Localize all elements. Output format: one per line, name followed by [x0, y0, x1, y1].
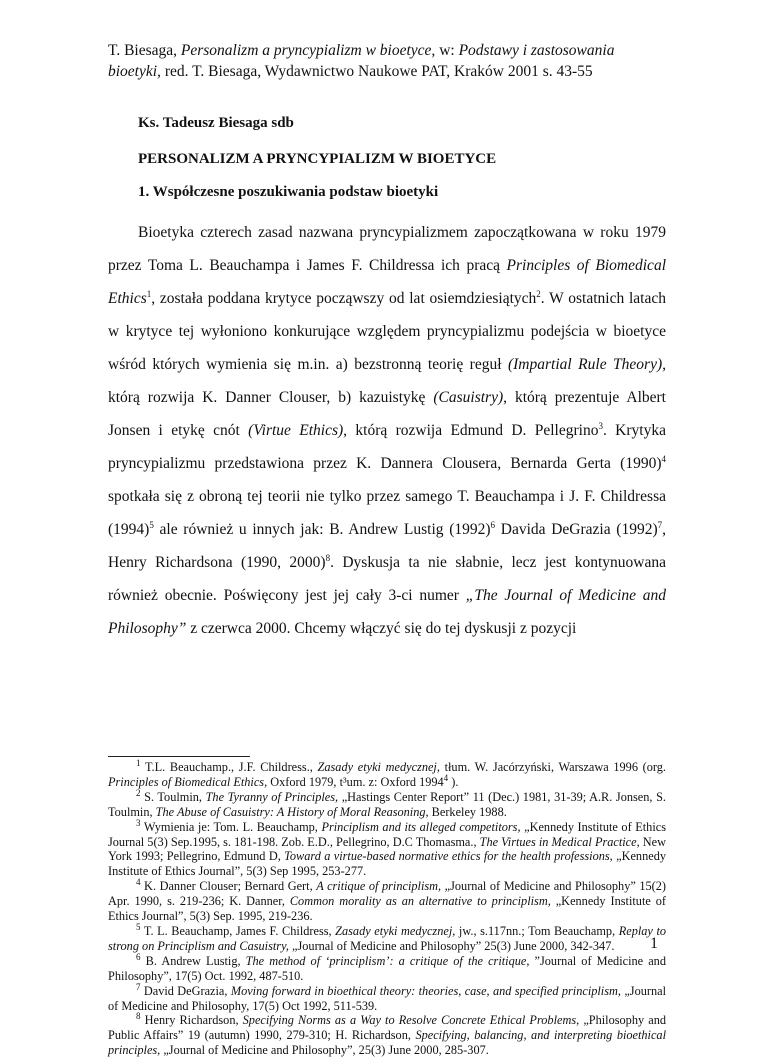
footnote-text: Wymienia je: Tom. L. Beauchamp, — [140, 819, 322, 834]
footnote-italic: Specifying Norms as a Way to Resolve Concrete Ethical Problems — [242, 1013, 577, 1028]
citation-header — [108, 40, 668, 82]
body-text: , została poddana krytyce począwszy od lat osiemdziesiątych — [151, 290, 537, 307]
footnote-italic: The Tyranny of Principles, — [205, 789, 339, 804]
footnotes — [108, 757, 667, 1058]
footnote-text: Oxford 1979, t³um. z: Oxford 1994 — [267, 774, 444, 789]
footnote-italic: Zasady etyki medycznej, — [335, 923, 456, 938]
body-text: . Krytyka pryncypializmu przedstawiona przez K. Dannera Clousera, Bernarda Gerta (1990) — [108, 422, 666, 472]
body-italic: (Virtue Ethics), — [248, 422, 348, 439]
footnote-italic: The method of ‘principlism’: a critique of the critique, — [245, 953, 530, 968]
footnote-4 — [108, 879, 666, 924]
footnote-text: ”Journal of Medicine and Philosophy”, 17(5) Oct. 1992, 487-510. — [108, 953, 666, 983]
body-text: . Dyskusja ta nie słabnie, lecz jest kontynuowana również obecnie. Poświęcony jest jej cały 3-ci numer — [108, 554, 666, 604]
footnote-text: „Journal of Medicine and Philosophy”, 25(3) June 2000, 285-307. — [160, 1043, 489, 1058]
footnote-text: Berkeley 1988. — [428, 804, 507, 819]
footnote-italic: Zasady etyki medycznej, — [317, 760, 440, 774]
footnote-text: „Journal of Medicine and Philosophy” 15(2) Apr. 1990, s. 219-236; K. Danner, — [108, 879, 667, 909]
citation-book: Podstawy i zastosowania bioetyki, — [108, 42, 615, 80]
footnote-italic: Moving forward in bioethical theory: theories, case, and specified principlism, — [230, 983, 621, 998]
section-heading: 1. Współczesne poszukiwania podstaw bioetyki — [138, 184, 439, 200]
body-italic: (Impartial Rule Theory), — [507, 356, 666, 373]
citation-publisher: red. T. Biesaga, Wydawnictwo Naukowe PAT, Kraków 2001 s. 43-55 — [160, 63, 593, 80]
footnote-text: jw., s.117nn.; Tom Beauchamp, — [455, 923, 619, 938]
footnote-italic: Specifying, balancing, and interpreting bioethical principles, — [108, 1028, 666, 1058]
footnote-sup: 4 — [443, 772, 449, 783]
footnote-text: Henry Richardson, — [140, 1013, 243, 1028]
footnote-number: 1 — [136, 757, 141, 768]
footnote-1 — [108, 757, 667, 790]
footnote-number: 4 — [136, 877, 141, 888]
body-text: z czerwca 2000. Chcemy włączyć się do tej dyskusji z pozycji — [186, 620, 577, 637]
footnote-text: „Journal of Medicine and Philosophy” 25(3) June 2000, 342-347. — [288, 938, 615, 953]
footnote-ref: 7 — [657, 519, 663, 530]
author-line: Ks. Tadeusz Biesaga sdb — [138, 115, 294, 131]
footnote-text: „Hastings Center Report” 11 (Dec.) 1981, 31-39; A.R. Jonsen, S. Toulmin, — [108, 789, 666, 819]
footnote-text: David DeGrazia, — [140, 983, 231, 998]
footnote-italic: A critique of principlism, — [316, 879, 442, 894]
footnote-text: T. L. Beauchamp, James F. Childress, — [140, 923, 336, 938]
footnote-3 — [108, 817, 667, 880]
footnote-number: 2 — [136, 787, 141, 798]
footnote-ref: 2 — [536, 288, 541, 299]
page-number: 1 — [650, 935, 658, 952]
footnote-text: S. Toulmin, — [140, 789, 206, 804]
footnote-ref: 3 — [598, 420, 603, 431]
body-italic: (Casuistry) — [433, 389, 504, 406]
body-paragraph — [108, 216, 666, 645]
footnote-number: 7 — [136, 981, 141, 992]
body-text: spotkała się z obroną tej teorii nie tylko przez samego T. Beauchampa i J. F. Childressa (1994) — [108, 488, 666, 538]
body-text: którą rozwija K. Danner Clouser, b) kazuistykę — [108, 389, 434, 406]
footnote-number: 8 — [136, 1011, 141, 1022]
footnote-text: , „Philosophy and Public Affairs” 19 (autumn) 1990, 279-310; H. Richardson, — [108, 1013, 666, 1043]
body-text: . W ostatnich latach w krytyce tej wyłoniono konkurujące względem pryncypializmu podejścia w bioetyce wśród których wymienia się m.in. a) bezstronną teorię reguł — [108, 290, 666, 373]
body-text: , którą prezentuje Albert Jonsen i etykę cnót — [108, 389, 666, 439]
footnote-ref: 6 — [490, 519, 496, 530]
footnote-text: „Kennedy Institute of Ethics Journal 5(3) Sep.1995, s. 181-198. Zob. E.D., Pellegrino, D.C Thomasma., — [108, 819, 666, 849]
footnote-text: tłum. W. Jacórzyński, Warszawa 1996 (org. — [439, 760, 667, 774]
footnote-text: „Journal of Medicine and Philosophy, 17(5) Oct 1992, 511-539. — [108, 983, 666, 1013]
footnote-text: ). — [448, 774, 459, 789]
citation-author: T. Biesaga, — [108, 42, 181, 59]
footnote-ref: 1 — [146, 288, 152, 299]
footnote-text: K. Danner Clouser; Bernard Gert, — [140, 879, 317, 894]
footnote-ref: 8 — [325, 552, 331, 563]
footnote-text: T.L. Beauchamp., J.F. Childress., — [140, 760, 318, 774]
footnote-italic: Principlism and its alleged competitors, — [321, 819, 521, 834]
body-italic: „The Journal of Medicine and Philosophy” — [108, 587, 666, 637]
article-title: PERSONALIZM A PRYNCYPIALIZM W BIOETYCE — [138, 151, 497, 167]
footnote-number: 5 — [136, 921, 141, 932]
footnote-italic: Principles of Biomedical Ethics, — [108, 774, 268, 789]
footnote-separator — [108, 756, 250, 757]
body-text: Davida DeGrazia (1992) — [495, 521, 658, 538]
footnote-2 — [108, 787, 666, 820]
citation-in: w: — [435, 42, 459, 59]
body-text: którą rozwija Edmund D. Pellegrino — [347, 422, 599, 439]
footnote-text: „Kennedy Institute of Ethics Journal”, 5(3) Sep 1995, 253-277. — [108, 849, 666, 879]
footnote-italic: The Abuse of Casuistry: A History of Moral Reasoning, — [155, 804, 429, 819]
footnote-text: „Kennedy Institute of Ethics Journal”, 5(3) Sep. 1995, 219-236. — [108, 894, 667, 924]
footnote-6 — [108, 951, 666, 984]
body-text: Bioetyka czterech zasad nazwana pryncypializmem zapoczątkowana w roku 1979 przez Toma L. Beauchampa i James F. Childressa ich pracą — [108, 224, 666, 274]
footnote-ref: 4 — [661, 453, 666, 464]
footnote-5 — [108, 921, 667, 954]
footnote-text: New York 1993; Pellegrino, Edmund D, — [108, 834, 667, 864]
body-text: ale również u innych jak: B. Andrew Lustig (1992) — [153, 521, 491, 538]
footnote-8 — [108, 1013, 666, 1058]
footnote-italic: The Virtues in Medical Practice, — [479, 834, 640, 849]
footnote-italic: Toward a virtue-based normative ethics for the health professions, — [284, 849, 613, 864]
body-text: , Henry Richardsona (1990, 2000) — [108, 521, 666, 571]
footnote-text: B. Andrew Lustig, — [140, 953, 246, 968]
footnote-number: 6 — [136, 951, 141, 962]
body-italic: Principles of Biomedical Ethics — [108, 257, 666, 307]
footnote-italic: Common morality as an alternative to principlism, — [289, 894, 551, 909]
footnote-number: 3 — [136, 817, 141, 828]
footnote-ref: 5 — [149, 519, 154, 530]
citation-title: Personalizm a pryncypializm w bioetyce, — [180, 42, 436, 59]
footnote-7 — [108, 981, 666, 1014]
footnote-italic: Replay to strong on Principlism and Casuistry, — [108, 923, 667, 953]
